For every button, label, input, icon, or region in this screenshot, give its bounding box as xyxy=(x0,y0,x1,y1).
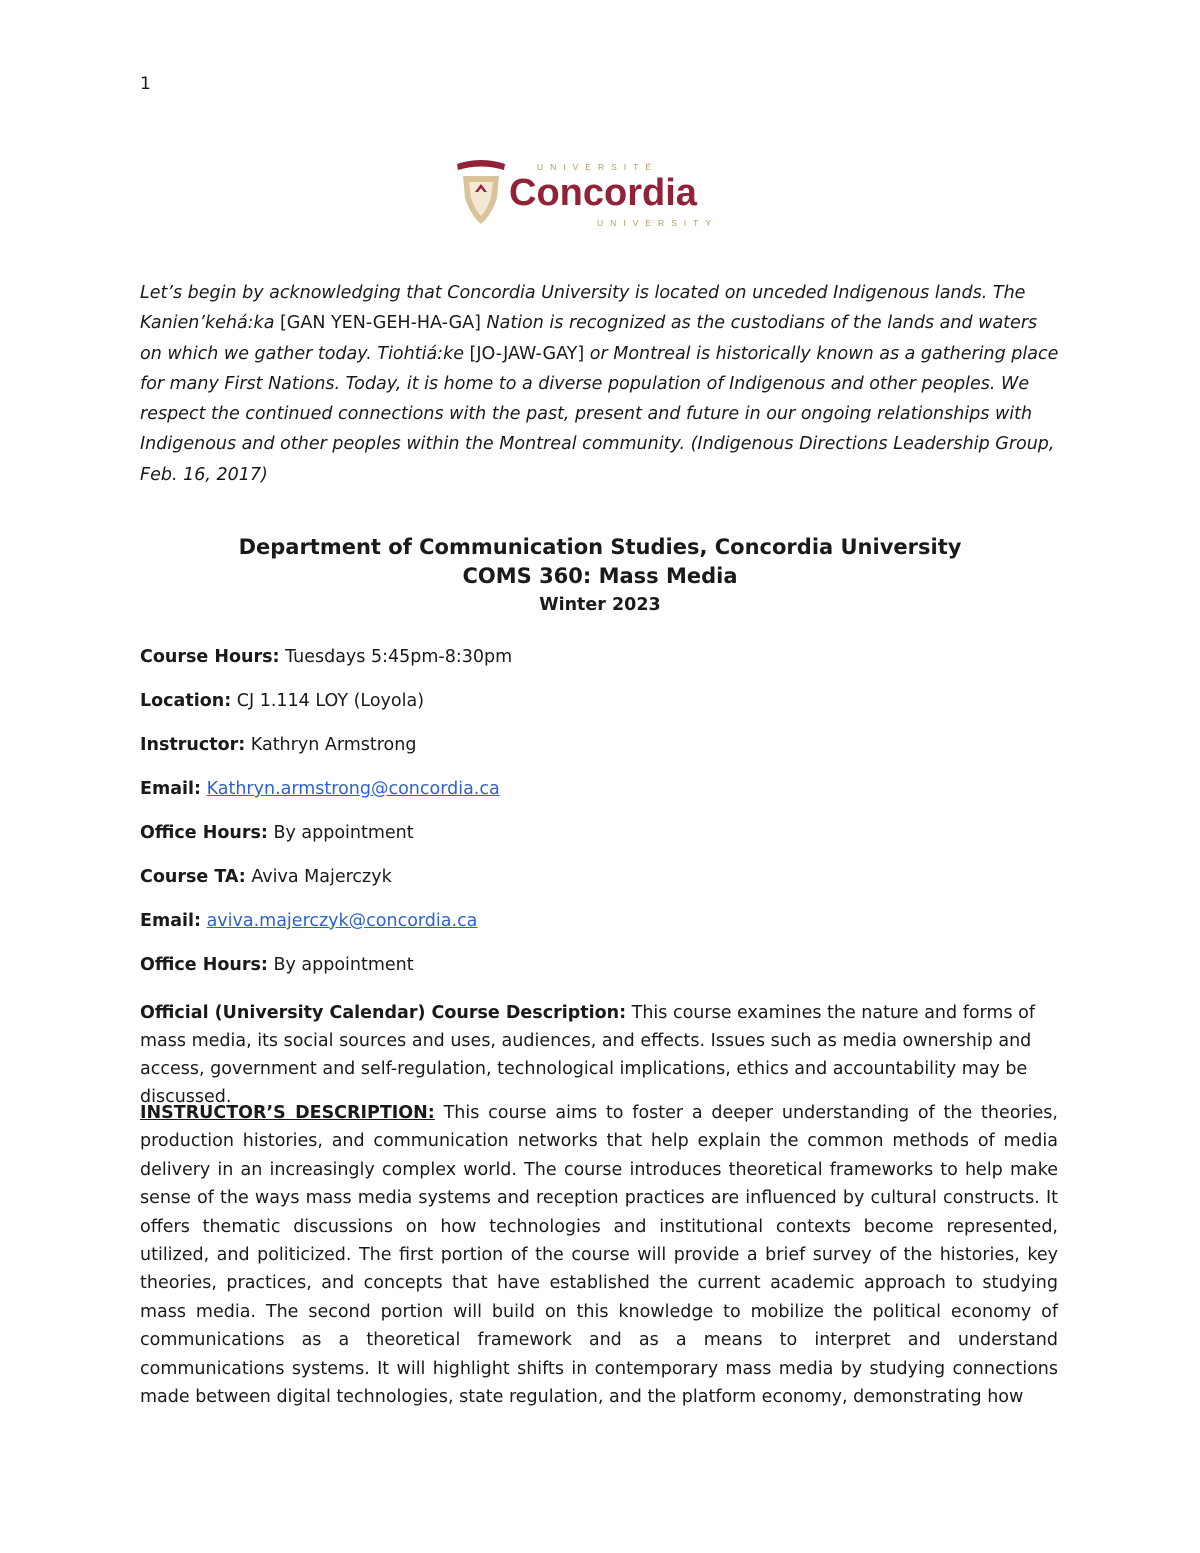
department-title: Department of Communication Studies, Concordia University xyxy=(238,535,962,559)
course-hours: Course Hours: Tuesdays 5:45pm-8:30pm xyxy=(140,647,513,667)
term-title: Winter 2023 xyxy=(539,595,661,615)
course-ta: Course TA: Aviva Majerczyk xyxy=(140,867,392,887)
logo-top-text: UNIVERSITÉ xyxy=(537,162,659,172)
land-acknowledgement: Let’s begin by acknowledging that Concordia University is located on unceded Indigenous lands. The Kanien’kehá:ka [GAN YEN-GEH-HA-GA] Nation is recognized as the custodians of the lands and waters on which we gather today. Tiohtiá:ke [JO-JAW-GAY] or Montreal is historically known as a gathering place for many First Nations. Today, it is home to a diverse population of Indigenous and other peoples. We respect the continued connections with the past, present and future in our ongoing relationships with Indigenous and other peoples within the Montreal community. (Indigenous Directions Leadership Group, Feb. 16, 2017) xyxy=(140,283,1059,485)
logo-bottom-text: UNIVERSITY xyxy=(597,218,719,228)
instructor-office-hours: Office Hours: By appointment xyxy=(140,823,414,843)
ta-email-link[interactable]: aviva.majerczyk@concordia.ca xyxy=(206,911,478,931)
instructor-email: Email: Kathryn.armstrong@concordia.ca xyxy=(140,779,500,799)
instructor-description: INSTRUCTOR’S DESCRIPTION: This course aims to foster a deeper understanding of the theories, production histories, and communication networks that help explain the common methods of media delivery in an increasingly complex world. The course introduces theoretical frameworks to help make sense of the ways mass media systems and reception practices are influenced by cultural constructs. It offers thematic discussions on how technologies and institutional contexts become represented, utilized, and politicized. The first portion of the course will provide a brief survey of the histories, key theories, practices, and concepts that have established the current academic approach to studying mass media. The second portion will build on this knowledge to mobilize the political economy of communications as a theoretical framework and as a means to interpret and understand communications systems. It will highlight shifts in contemporary mass media by studying connections made between digital technologies, state regulation, and the platform economy, demonstrating how xyxy=(140,1103,1058,1408)
location: Location: CJ 1.114 LOY (Loyola) xyxy=(140,691,425,711)
ta-office-hours: Office Hours: By appointment xyxy=(140,955,414,975)
page-number: 1 xyxy=(140,74,151,94)
instructor-email-link[interactable]: Kathryn.armstrong@concordia.ca xyxy=(206,779,500,799)
ta-email: Email: aviva.majerczyk@concordia.ca xyxy=(140,911,478,931)
course-title: COMS 360: Mass Media xyxy=(462,564,738,588)
official-course-description: Official (University Calendar) Course Description: This course examines the nature and forms of mass media, its social sources and uses, audiences, and effects. Issues such as media ownership and access, government and self-regulation, technological implications, ethics and accountability may be discussed. xyxy=(140,1003,1036,1107)
shield-icon xyxy=(457,160,505,224)
logo-name: Concordia xyxy=(509,172,697,214)
concordia-logo xyxy=(455,158,735,230)
instructor: Instructor: Kathryn Armstrong xyxy=(140,735,417,755)
